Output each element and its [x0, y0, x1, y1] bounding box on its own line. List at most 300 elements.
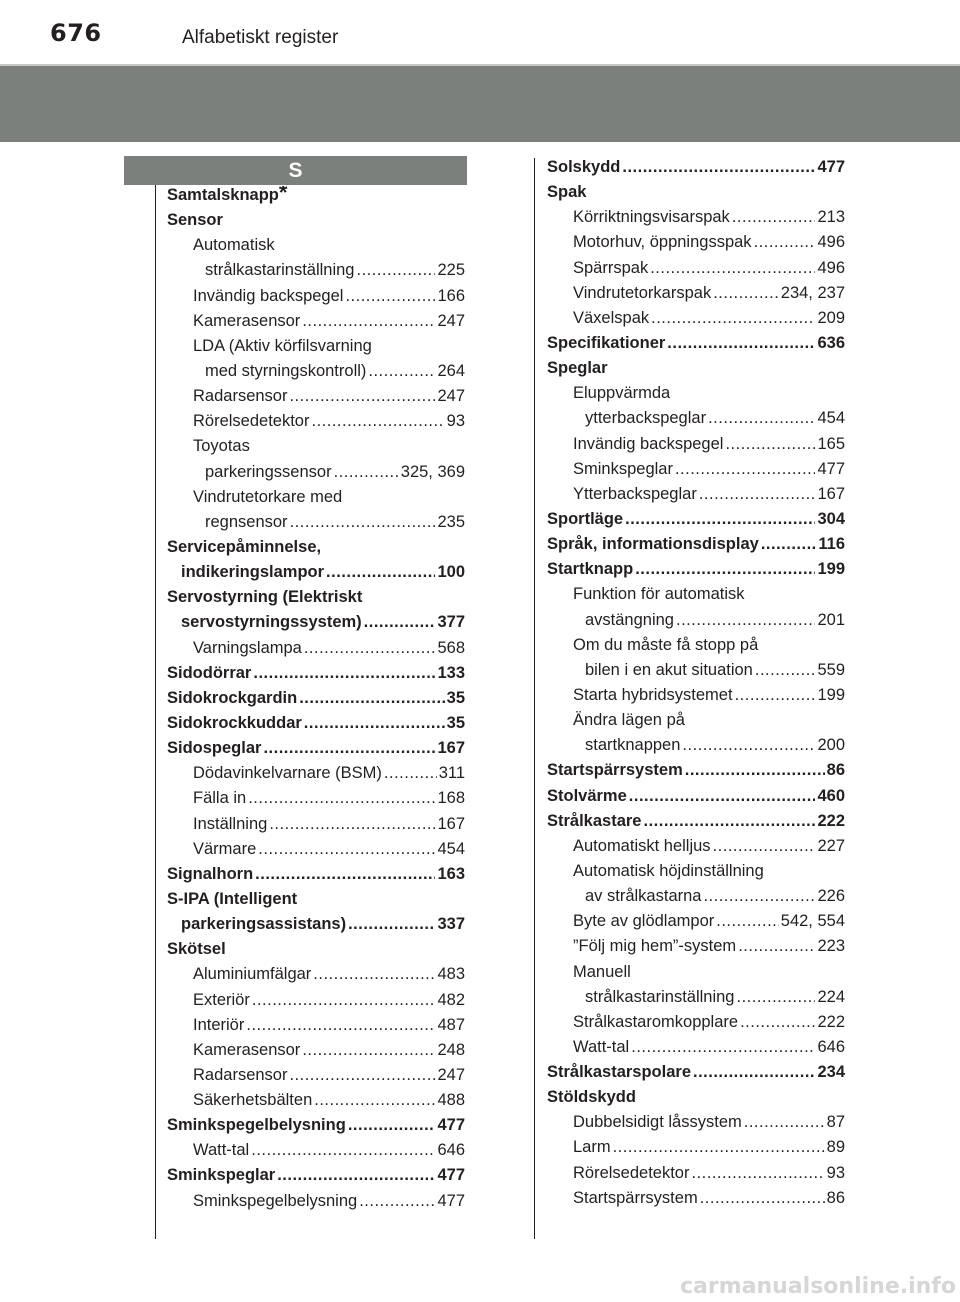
dot-leader — [735, 686, 816, 705]
index-term: Signalhorn — [167, 864, 254, 883]
index-term: Om du måste få stopp på — [573, 635, 759, 654]
index-term: Sminkspegelbelysning — [167, 1116, 346, 1135]
index-entry — [547, 1113, 845, 1138]
index-term: Dödavinkelvarnare (BSM) — [193, 764, 382, 783]
index-entry — [547, 460, 845, 485]
dot-leader — [289, 387, 435, 406]
dot-leader — [302, 312, 435, 331]
page-reference: 100 — [437, 563, 465, 582]
page-reference: 264 — [437, 361, 465, 380]
index-entry — [167, 362, 465, 387]
index-term: Sidokrockkuddar — [167, 713, 302, 732]
page-reference: 35 — [446, 713, 465, 732]
dot-leader — [314, 1091, 435, 1110]
index-entry — [167, 789, 465, 814]
dot-leader — [345, 287, 435, 306]
index-term: Speglar — [547, 359, 608, 378]
page-reference: 454 — [437, 839, 465, 858]
dot-leader — [299, 689, 444, 708]
index-entry — [547, 963, 845, 988]
page-reference: 35 — [446, 688, 465, 707]
index-term: Vindrutetorkarspak — [573, 283, 712, 302]
index-entry — [167, 689, 465, 714]
index-entry — [167, 940, 465, 965]
index-term: Spärrspak — [573, 258, 649, 277]
dot-leader — [248, 789, 435, 808]
index-term: ”Följ mig hem”-system — [573, 937, 737, 956]
index-term: Watt-tal — [193, 1141, 250, 1160]
index-term: Radarsensor — [193, 1065, 288, 1084]
index-entry — [167, 437, 465, 462]
index-entry — [547, 736, 845, 761]
dot-leader — [289, 1066, 435, 1085]
index-term: Specifikationer — [547, 333, 666, 352]
index-term: Sidodörrar — [167, 663, 252, 682]
index-term: parkeringsassistans) — [181, 915, 347, 934]
page-reference: 93 — [446, 412, 465, 431]
index-entry — [167, 613, 465, 638]
dot-leader — [675, 460, 816, 479]
index-term: Säkerhetsbälten — [193, 1091, 313, 1110]
index-term: Körriktningsvisarspak — [573, 208, 730, 227]
index-entry — [547, 1164, 845, 1189]
page-reference: 477 — [437, 1191, 465, 1210]
index-entry — [167, 387, 465, 412]
index-term: Ytterbackspeglar — [573, 484, 697, 503]
index-entry — [547, 837, 845, 862]
index-entry — [547, 912, 845, 937]
index-entry — [167, 915, 465, 940]
dot-leader — [613, 1138, 825, 1157]
index-term: Stöldskydd — [547, 1088, 636, 1107]
dot-leader — [685, 761, 825, 780]
page-reference: 477 — [437, 1166, 465, 1185]
dot-leader — [255, 865, 435, 884]
dot-leader — [700, 1189, 825, 1208]
page-reference: 86 — [826, 761, 845, 780]
dot-leader — [713, 284, 779, 303]
page-reference: 487 — [437, 1015, 465, 1034]
index-entry — [547, 284, 845, 309]
index-entry — [547, 711, 845, 736]
index-entry — [547, 761, 845, 786]
dot-leader — [304, 639, 436, 658]
dot-leader — [631, 1038, 815, 1057]
dot-leader — [725, 435, 815, 454]
dot-leader — [676, 611, 815, 630]
dot-leader — [667, 334, 815, 353]
index-term: Dubbelsidigt låssystem — [573, 1113, 742, 1132]
index-entry: Samtalsknapp * — [167, 186, 288, 205]
index-term: Exteriör — [193, 990, 250, 1009]
index-term: Samtalsknapp — [167, 186, 279, 204]
dot-leader — [251, 1141, 435, 1160]
page-reference: 225 — [437, 261, 465, 280]
page-reference: 165 — [817, 434, 845, 453]
index-term: Startknapp — [547, 560, 634, 579]
index-entry — [167, 513, 465, 538]
page-reference: 568 — [437, 638, 465, 657]
index-entry — [547, 937, 845, 962]
index-term: med styrningskontroll) — [205, 361, 367, 380]
dot-leader — [246, 1016, 435, 1035]
index-entry — [547, 309, 845, 334]
dot-leader — [625, 510, 815, 529]
index-term: Strålkastarspolare — [547, 1063, 691, 1082]
index-entry — [167, 840, 465, 865]
dot-leader — [754, 233, 816, 252]
page-reference: 248 — [437, 1040, 465, 1059]
index-entry — [167, 312, 465, 337]
index-term: Sminkspegelbelysning — [193, 1191, 358, 1210]
index-entry — [547, 485, 845, 510]
page-reference: 199 — [817, 560, 845, 579]
dot-leader — [744, 1113, 825, 1132]
index-entry — [547, 384, 845, 409]
index-term: Ändra lägen på — [573, 711, 685, 730]
index-term: avstängning — [585, 610, 674, 629]
index-term: Automatiskt helljus — [573, 836, 711, 855]
page-reference: 116 — [818, 535, 845, 554]
index-entry — [167, 739, 465, 764]
page-reference: 163 — [437, 864, 465, 883]
dot-leader — [326, 563, 435, 582]
index-term: Motorhuv, öppningsspak — [573, 233, 752, 252]
index-term: Interiör — [193, 1015, 245, 1034]
page-reference: 133 — [437, 663, 465, 682]
page-reference: 224 — [817, 987, 845, 1006]
dot-leader — [384, 764, 437, 783]
page-header — [0, 0, 960, 64]
index-entry — [167, 1016, 465, 1041]
index-term: Sminkspeglar — [573, 459, 673, 478]
page-reference: 636 — [817, 333, 845, 352]
dot-leader — [651, 309, 815, 328]
dot-leader — [359, 1192, 435, 1211]
page-reference: 454 — [817, 409, 845, 428]
index-term: Sminkspeglar — [167, 1166, 276, 1185]
index-entry — [167, 1091, 465, 1116]
page-reference: 223 — [817, 937, 845, 956]
index-entry — [167, 815, 465, 840]
dot-leader — [302, 1041, 435, 1060]
index-entry — [547, 1013, 845, 1038]
page-reference: 167 — [817, 484, 845, 503]
page-reference: 496 — [817, 233, 845, 252]
index-term: S-IPA (Intelligent — [167, 889, 298, 908]
index-entry — [167, 764, 465, 789]
page-reference: 496 — [817, 258, 845, 277]
page-reference: 247 — [437, 1065, 465, 1084]
index-entry — [167, 991, 465, 1016]
index-term: Servostyrning (Elektriskt — [167, 588, 363, 607]
index-term: Byte av glödlampor — [573, 912, 715, 931]
index-entry — [547, 988, 845, 1013]
dot-leader — [622, 158, 815, 177]
dot-leader — [761, 535, 817, 554]
index-term: Aluminiumfälgar — [193, 965, 312, 984]
index-term: Sensor — [167, 211, 223, 230]
page-reference: 247 — [437, 311, 465, 330]
page-reference: 488 — [437, 1091, 465, 1110]
dot-leader — [313, 965, 435, 984]
index-term: strålkastarinställning — [205, 261, 355, 280]
page-reference: 477 — [437, 1116, 465, 1135]
index-entry — [547, 862, 845, 887]
index-term: Rörelsedetektor — [193, 412, 310, 431]
index-term: Larm — [573, 1138, 611, 1157]
index-term: servostyrningssystem) — [181, 613, 362, 632]
index-term: Startspärrsystem — [547, 761, 683, 780]
index-term: Kamerasensor — [193, 311, 301, 330]
index-entry — [167, 538, 465, 563]
index-term: Strålkastaromkopplare — [573, 1012, 739, 1031]
index-entry — [547, 887, 845, 912]
index-term: Solskydd — [547, 158, 621, 176]
index-term: Radarsensor — [193, 387, 288, 406]
index-entry — [167, 337, 465, 362]
right-column-rule — [534, 158, 535, 1239]
index-entry — [167, 1192, 465, 1217]
page-reference: 166 — [437, 286, 465, 305]
dot-leader — [356, 261, 435, 280]
index-term: Skötsel — [167, 940, 226, 959]
dot-leader — [334, 463, 399, 482]
index-term: Vindrutetorkare med — [193, 487, 343, 506]
index-entry — [167, 236, 465, 261]
dot-leader — [253, 664, 435, 683]
dot-leader — [699, 485, 816, 504]
index-entry — [167, 890, 465, 915]
index-term: parkeringssensor — [205, 462, 332, 481]
dot-leader — [755, 661, 816, 680]
dot-leader — [635, 560, 815, 579]
index-entry — [547, 259, 845, 284]
page-reference: 167 — [437, 739, 465, 758]
index-entry — [547, 1088, 845, 1113]
page-reference: 646 — [817, 1037, 845, 1056]
index-entry — [167, 588, 465, 613]
dot-leader — [732, 208, 816, 227]
dot-leader — [258, 840, 435, 859]
dot-leader — [629, 787, 816, 806]
page-reference: 483 — [437, 965, 465, 984]
page-reference: 209 — [817, 308, 845, 327]
section-letter-bar: S — [124, 156, 467, 185]
index-term: Språk, informationsdisplay — [547, 535, 759, 554]
header-band — [0, 66, 960, 142]
index-entry — [547, 1189, 845, 1214]
index-term: Invändig backspegel — [573, 434, 724, 453]
index-entry — [167, 639, 465, 664]
index-term: Varningslampa — [193, 638, 302, 657]
page-reference: 477 — [817, 459, 845, 478]
index-column-right — [547, 158, 845, 1214]
page-reference: 89 — [826, 1138, 845, 1157]
index-entry — [167, 1141, 465, 1166]
index-entry — [167, 1166, 465, 1191]
page-reference: 222 — [817, 1012, 845, 1031]
page-reference: 234 — [817, 1063, 845, 1082]
page-reference: 559 — [817, 660, 845, 679]
index-entry — [547, 686, 845, 711]
index-entry — [167, 1041, 465, 1066]
page-reference: 213 — [817, 208, 845, 227]
dot-leader — [643, 812, 815, 831]
page-reference: 234, 237 — [780, 283, 845, 302]
dot-leader — [650, 259, 815, 278]
dot-leader — [708, 409, 815, 428]
dot-leader — [290, 513, 436, 532]
index-term: Startspärrsystem — [573, 1188, 698, 1207]
index-entry — [167, 965, 465, 990]
index-entry — [547, 1038, 845, 1063]
index-term: ytterbackspeglar — [585, 409, 707, 428]
index-entry — [547, 334, 845, 359]
index-column-left — [167, 186, 465, 1217]
index-entry — [167, 664, 465, 689]
dot-leader — [263, 739, 435, 758]
page-reference: 167 — [437, 814, 465, 833]
dot-leader — [269, 815, 435, 834]
index-entry — [167, 1116, 465, 1141]
dot-leader — [348, 915, 435, 934]
index-entry — [167, 211, 465, 236]
index-term: Rörelsedetektor — [573, 1163, 690, 1182]
index-term: Toyotas — [193, 437, 250, 456]
index-term: Sidokrockgardin — [167, 688, 298, 707]
index-entry — [547, 233, 845, 258]
page-reference: 482 — [437, 990, 465, 1009]
index-entry — [547, 585, 845, 610]
index-entry — [547, 409, 845, 434]
index-entry — [167, 287, 465, 312]
index-term: Servicepåminnelse, — [167, 537, 322, 556]
dot-leader — [738, 937, 815, 956]
page-reference: 87 — [826, 1113, 845, 1132]
index-term: startknappen — [585, 736, 681, 755]
page-reference: 311 — [438, 764, 465, 783]
index-term: Fälla in — [193, 789, 247, 808]
page-reference: 646 — [437, 1141, 465, 1160]
index-term: indikeringslampor — [181, 563, 325, 582]
dot-leader — [713, 837, 816, 856]
index-term: Växelspak — [573, 308, 650, 327]
page-reference: 325, 369 — [400, 462, 465, 481]
index-entry — [547, 510, 845, 535]
left-column-rule — [155, 185, 156, 1239]
index-term: Spak — [547, 183, 587, 202]
page-reference: 86 — [826, 1188, 845, 1207]
page-title: Alfabetiskt register — [182, 27, 339, 48]
dot-leader — [703, 887, 815, 906]
page-reference: 201 — [817, 610, 845, 629]
index-term: av strålkastarna — [585, 887, 702, 906]
dot-leader — [368, 362, 435, 381]
index-term: Stolvärme — [547, 786, 627, 805]
page-reference: 460 — [817, 786, 845, 805]
page-reference: 200 — [817, 736, 845, 755]
page-reference: 304 — [817, 509, 845, 528]
index-entry — [547, 661, 845, 686]
index-term: Strålkastare — [547, 811, 642, 830]
page-reference: 247 — [437, 387, 465, 406]
dot-leader — [691, 1164, 824, 1183]
page-reference: 377 — [437, 613, 465, 632]
page-reference: 227 — [817, 836, 845, 855]
page-reference: 93 — [826, 1163, 845, 1182]
index-entry — [547, 359, 845, 384]
index-term: Automatisk höjdinställning — [573, 861, 764, 880]
dot-leader — [348, 1116, 436, 1135]
index-entry — [167, 261, 465, 286]
page-reference: 222 — [817, 811, 845, 830]
index-term: Värmare — [193, 839, 257, 858]
dot-leader — [252, 991, 436, 1010]
page-reference: 199 — [817, 685, 845, 704]
index-entry — [547, 208, 845, 233]
dot-leader — [736, 988, 815, 1007]
index-entry — [547, 1063, 845, 1088]
index-term: Watt-tal — [573, 1037, 630, 1056]
index-term: Manuell — [573, 962, 631, 981]
index-entry — [167, 488, 465, 513]
index-term: Funktion för automatisk — [573, 585, 745, 604]
dot-leader — [716, 912, 779, 931]
index-entry — [167, 714, 465, 739]
index-term: Starta hybridsystemet — [573, 685, 733, 704]
index-term: Sportläge — [547, 509, 624, 528]
index-entry — [167, 1066, 465, 1091]
index-term: Invändig backspegel — [193, 286, 344, 305]
index-entry — [547, 611, 845, 636]
index-term: regnsensor — [205, 512, 288, 531]
index-entry — [547, 158, 845, 183]
index-entry — [547, 1138, 845, 1163]
index-entry — [547, 183, 845, 208]
index-term: Kamerasensor — [193, 1040, 301, 1059]
page-number: 676 — [50, 19, 102, 47]
page-reference: 235 — [437, 512, 465, 531]
index-entry — [167, 412, 465, 437]
dot-leader — [311, 412, 444, 431]
index-entry — [167, 563, 465, 588]
index-entry — [167, 865, 465, 890]
dot-leader — [304, 714, 445, 733]
dot-leader — [740, 1013, 815, 1032]
index-entry — [547, 636, 845, 661]
page-reference: 168 — [437, 789, 465, 808]
index-entry — [547, 535, 845, 560]
index-term: Sidospeglar — [167, 739, 262, 758]
dot-leader — [693, 1063, 815, 1082]
page-reference: 477 — [817, 158, 845, 176]
index-term: bilen i en akut situation — [585, 660, 753, 679]
index-entry — [547, 560, 845, 585]
index-term: Eluppvärmda — [573, 384, 671, 403]
watermark-text: carmanualsonline.info — [680, 1274, 956, 1299]
page-reference: 542, 554 — [780, 912, 845, 931]
dot-leader — [364, 613, 436, 632]
dot-leader — [682, 736, 815, 755]
index-entry — [547, 812, 845, 837]
index-entry — [167, 463, 465, 488]
index-entry — [547, 435, 845, 460]
index-term: LDA (Aktiv körfilsvarning — [193, 336, 372, 355]
page-reference: 337 — [437, 915, 465, 934]
page-reference: 226 — [817, 887, 845, 906]
index-term: Automatisk — [193, 236, 275, 255]
